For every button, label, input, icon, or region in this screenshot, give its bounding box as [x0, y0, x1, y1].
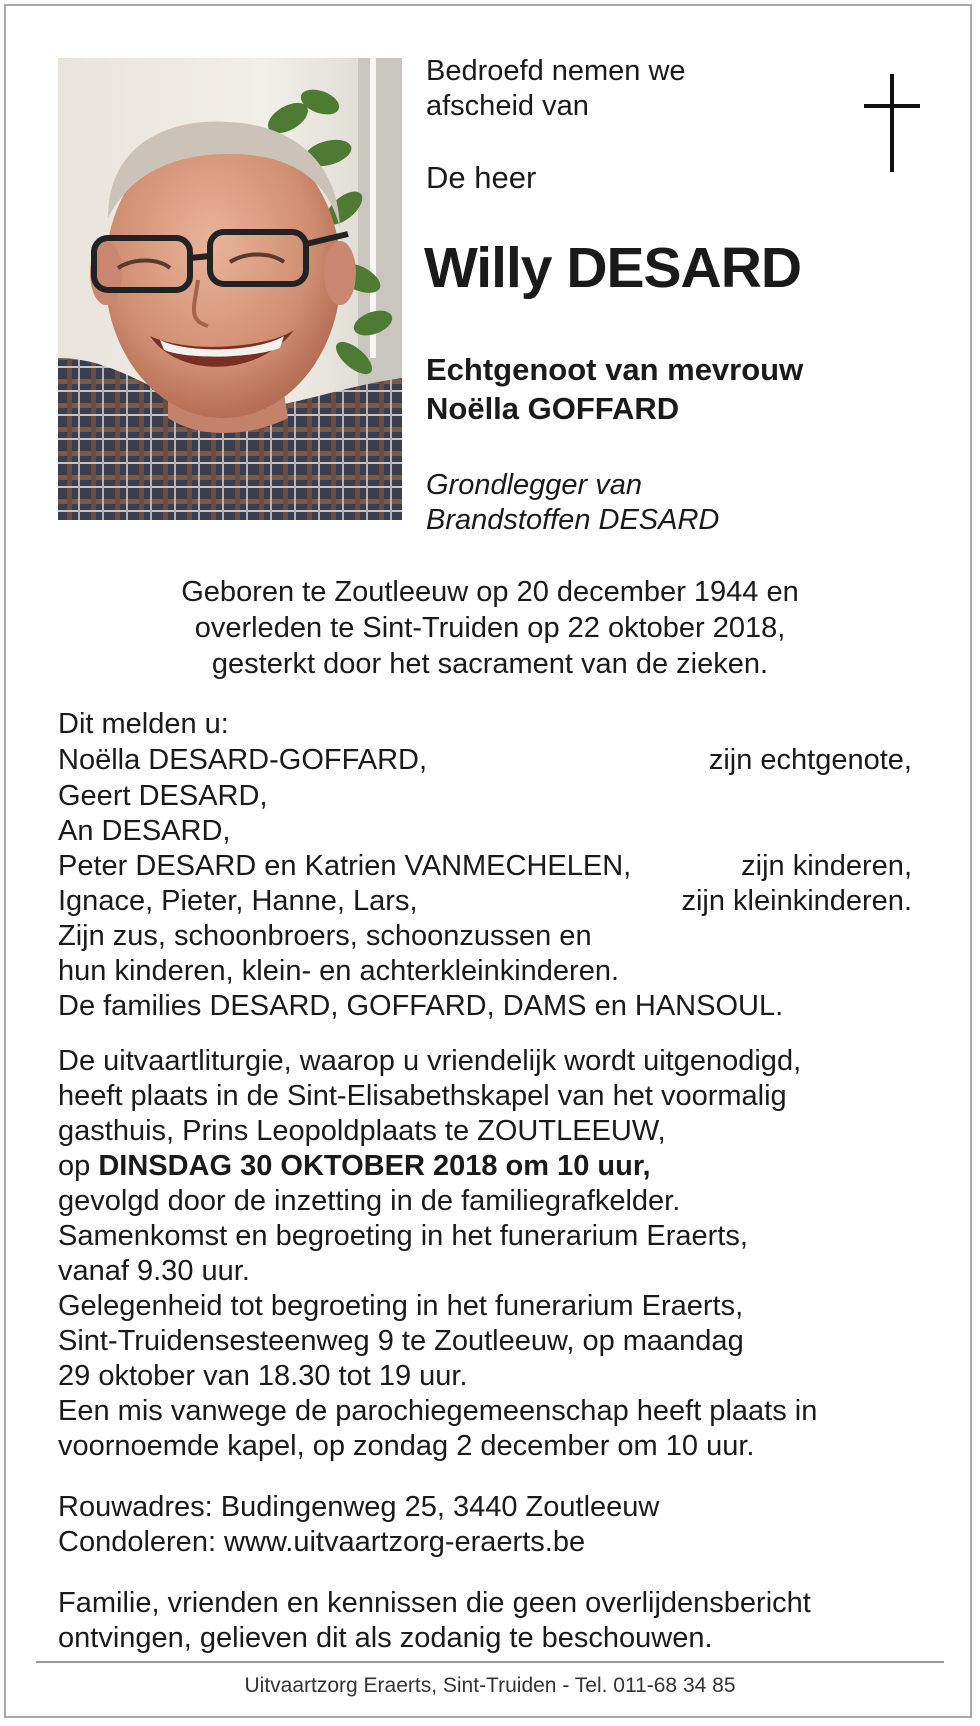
service-line: voornoemde kapel, op zondag 2 december om 10 uur. — [58, 1430, 755, 1462]
intro-line: afscheid van — [426, 90, 589, 122]
family-names: Zijn zus, schoonbroers, schoonzussen en — [58, 920, 592, 952]
family-names: Noëlla DESARD-GOFFARD, — [58, 744, 428, 776]
family-names: Ignace, Pieter, Hanne, Lars, — [58, 885, 418, 917]
family-heading: Dit melden u: — [58, 708, 229, 740]
family-names: Geert DESARD, — [58, 780, 268, 812]
service-line: Sint-Truidensesteenweg 9 te Zoutleeuw, op maandag — [58, 1325, 744, 1357]
service-line: Een mis vanwege de parochiegemeenschap heeft plaats in — [58, 1395, 818, 1427]
service-date-line — [58, 1148, 651, 1184]
service-line: vanaf 9.30 uur. — [58, 1255, 250, 1287]
footer-text: Uitvaartzorg Eraerts, Sint-Truiden - Tel. 011-68 34 85 — [244, 1674, 736, 1697]
service-line: heeft plaats in de Sint-Elisabethskapel van het voormalig — [58, 1080, 787, 1112]
portrait-photo — [58, 58, 402, 520]
family-names: De families DESARD, GOFFARD, DAMS en HANSOUL. — [58, 990, 784, 1022]
deceased-name: Willy DESARD — [424, 236, 802, 300]
intro-line: Bedroefd nemen we — [426, 55, 686, 87]
spouse-line: Echtgenoot van mevrouw — [426, 352, 804, 387]
life-dates — [0, 574, 980, 682]
spouse-line: Noëlla GOFFARD — [426, 391, 680, 426]
service-line: gasthuis, Prins Leopoldplaats te ZOUTLEEUW, — [58, 1115, 666, 1147]
intro-text — [426, 54, 686, 124]
life-line: overleden te Sint-Truiden op 22 oktober 2018, — [194, 612, 786, 644]
founder-line: Brandstoffen DESARD — [426, 504, 720, 536]
life-line: gesterkt door het sacrament van de zieken. — [211, 648, 769, 680]
service-line: De uitvaartliturgie, waarop u vriendelijk wordt uitgenodigd, — [58, 1045, 802, 1077]
service-line: gevolgd door de inzetting in de familiegrafkelder. — [58, 1185, 681, 1217]
family-relation: zijn echtgenote, — [708, 744, 912, 776]
service-line: Samenkomst en begroeting in het funerarium Eraerts, — [58, 1220, 748, 1252]
service-date: DINSDAG 30 OKTOBER 2018 om 10 uur, — [98, 1150, 651, 1182]
family-names: Peter DESARD en Katrien VANMECHELEN, — [58, 850, 632, 882]
founder-text — [426, 468, 719, 538]
family-names: hun kinderen, klein- en achterkleinkinderen. — [58, 955, 620, 987]
family-names: An DESARD, — [58, 815, 231, 847]
condolence-link[interactable]: Condoleren: www.uitvaartzorg-eraerts.be — [58, 1526, 586, 1558]
service-line: Gelegenheid tot begroeting in het funerarium Eraerts, — [58, 1290, 744, 1322]
service-line: 29 oktober van 18.30 tot 19 uur. — [58, 1360, 468, 1392]
service-date-prefix: op — [58, 1150, 99, 1182]
founder-line: Grondlegger van — [426, 469, 643, 501]
cross-icon — [864, 74, 920, 172]
notice-line: ontvingen, gelieven dit als zodanig te beschouwen. — [58, 1622, 713, 1654]
family-relation: zijn kinderen, — [741, 850, 912, 882]
notice-line: Familie, vrienden en kennissen die geen overlijdensbericht — [58, 1587, 811, 1619]
spouse-text — [426, 350, 803, 428]
salutation: De heer — [426, 160, 537, 195]
family-relation: zijn kleinkinderen. — [681, 885, 912, 917]
mourning-address: Rouwadres: Budingenweg 25, 3440 Zoutleeuw — [58, 1491, 660, 1523]
footer-divider — [36, 1661, 944, 1663]
life-line: Geboren te Zoutleeuw op 20 december 1944 en — [181, 576, 799, 608]
